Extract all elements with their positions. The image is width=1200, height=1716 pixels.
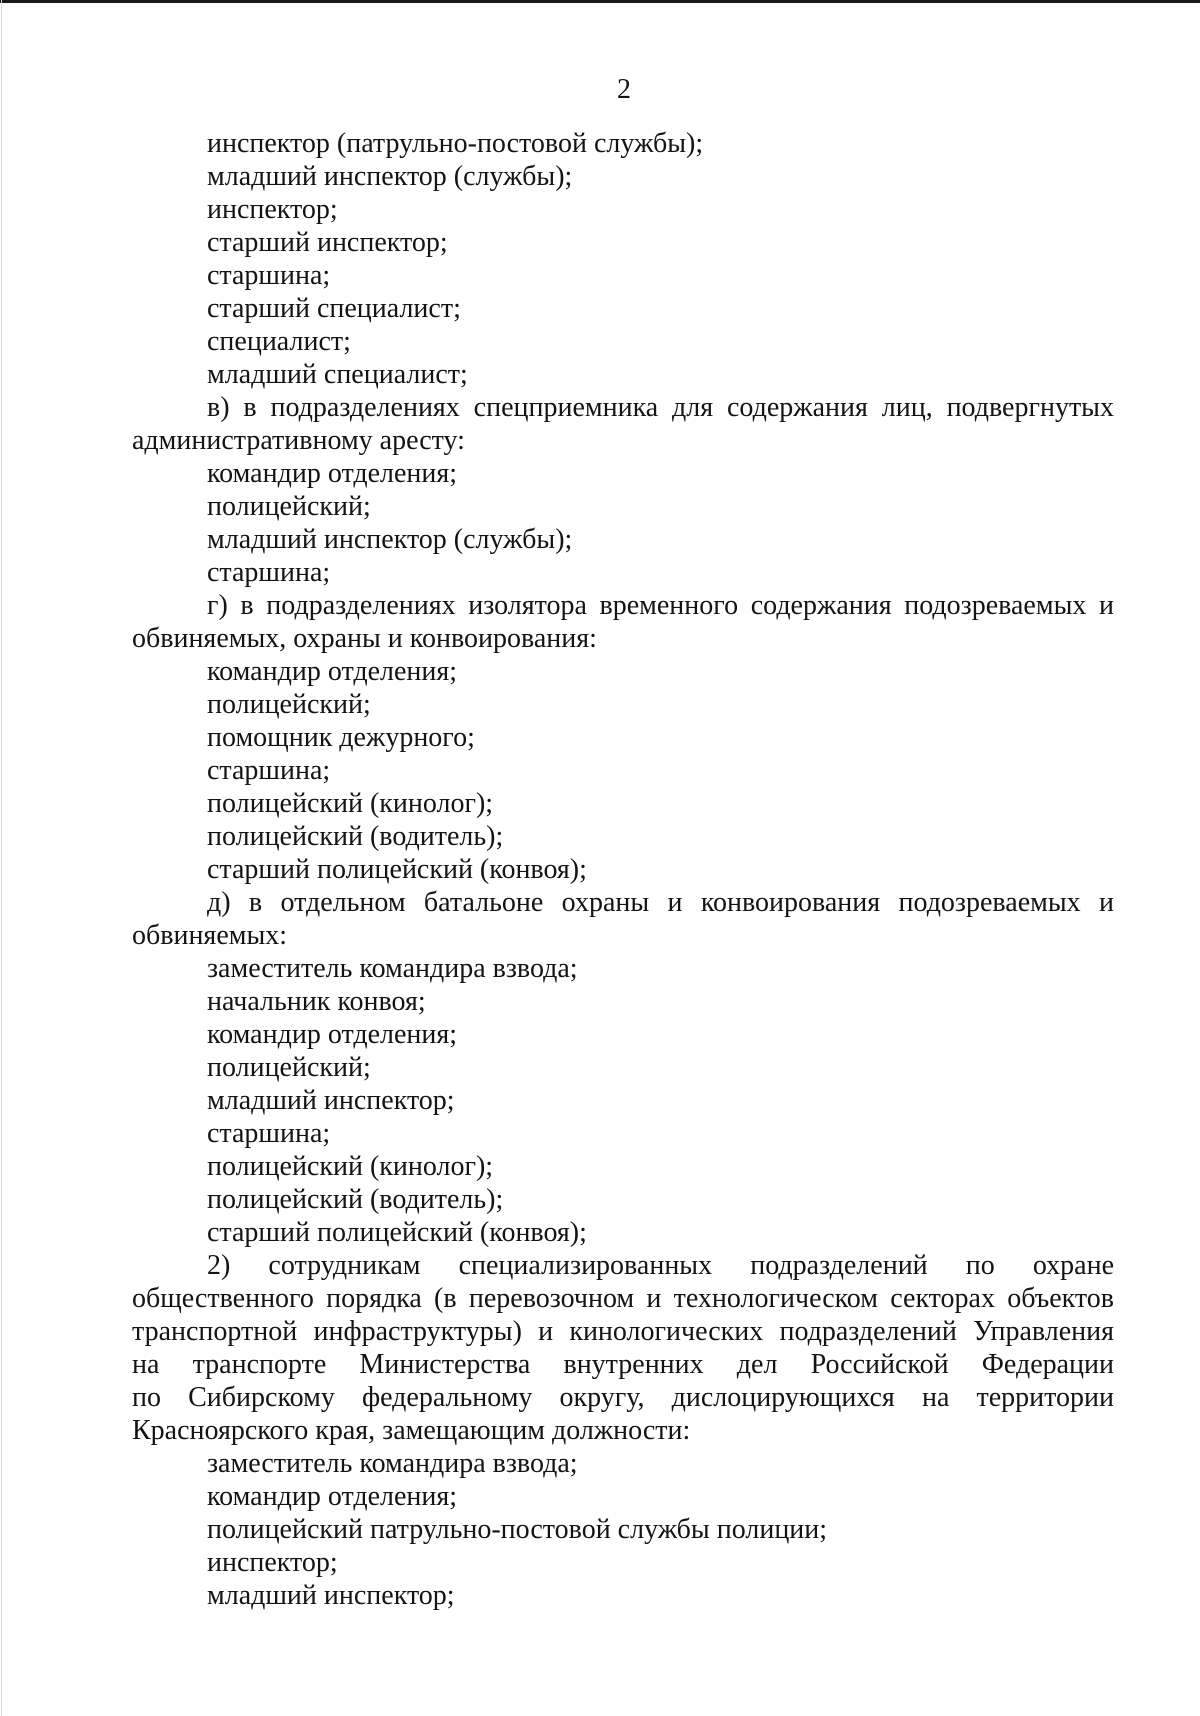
- text-line: старшина;: [207, 755, 331, 786]
- text-line: полицейский (водитель);: [207, 1184, 504, 1215]
- text-line: транспортной инфраструктуры) и кинологических подразделений Управления: [132, 1316, 1114, 1347]
- text-line: старшина;: [207, 1118, 331, 1149]
- text-line: полицейский;: [207, 689, 371, 720]
- document-body: [132, 127, 1114, 1612]
- text-line: младший специалист;: [207, 359, 468, 390]
- text-line: инспектор;: [207, 1547, 338, 1578]
- text-line: командир отделения;: [207, 1019, 458, 1050]
- text-line: командир отделения;: [207, 458, 458, 489]
- text-line: старший полицейский (конвоя);: [207, 1217, 587, 1248]
- text-line: г) в подразделениях изолятора временного содержания подозреваемых и: [207, 590, 1114, 621]
- text-line: старшина;: [207, 260, 331, 291]
- text-line: обвиняемых:: [132, 920, 288, 951]
- text-line: инспектор (патрульно-постовой службы);: [207, 128, 704, 159]
- text-line: инспектор;: [207, 194, 338, 225]
- text-line: специалист;: [207, 326, 351, 357]
- text-line: командир отделения;: [207, 1481, 458, 1512]
- text-line: старшина;: [207, 557, 331, 588]
- text-line: общественного порядка (в перевозочном и технологическом секторах объектов: [132, 1283, 1114, 1314]
- text-line: полицейский (кинолог);: [207, 788, 494, 819]
- text-line: полицейский;: [207, 491, 371, 522]
- scan-top-edge: [0, 0, 1200, 3]
- text-line: д) в отдельном батальоне охраны и конвоирования подозреваемых и: [207, 887, 1114, 918]
- text-line: младший инспектор (службы);: [207, 161, 573, 192]
- text-line: в) в подразделениях спецприемника для содержания лиц, подвергнутых: [207, 392, 1114, 423]
- text-line: на транспорте Министерства внутренних дел Российской Федерации: [132, 1349, 1114, 1380]
- text-line: административному аресту:: [132, 425, 465, 456]
- text-line: обвиняемых, охраны и конвоирования:: [132, 623, 597, 654]
- text-line: заместитель командира взвода;: [207, 1448, 578, 1479]
- text-line: командир отделения;: [207, 656, 458, 687]
- text-line: старший полицейский (конвоя);: [207, 854, 587, 885]
- text-line: старший специалист;: [207, 293, 461, 324]
- text-line: младший инспектор (службы);: [207, 524, 573, 555]
- text-line: младший инспектор;: [207, 1085, 455, 1116]
- text-line: помощник дежурного;: [207, 722, 475, 753]
- text-line: по Сибирскому федеральному округу, дислоцирующихся на территории: [132, 1382, 1114, 1413]
- page-number: 2: [617, 74, 631, 105]
- text-line: Красноярского края, замещающим должности:: [132, 1415, 691, 1446]
- text-line: младший инспектор;: [207, 1580, 455, 1611]
- scan-left-edge: [1, 0, 2, 1716]
- text-line: старший инспектор;: [207, 227, 448, 258]
- text-line: заместитель командира взвода;: [207, 953, 578, 984]
- text-line: полицейский;: [207, 1052, 371, 1083]
- text-line: полицейский патрульно-постовой службы полиции;: [207, 1514, 828, 1545]
- text-line: 2) сотрудникам специализированных подразделений по охране: [207, 1250, 1114, 1281]
- text-line: полицейский (кинолог);: [207, 1151, 494, 1182]
- text-line: полицейский (водитель);: [207, 821, 504, 852]
- text-line: начальник конвоя;: [207, 986, 426, 1017]
